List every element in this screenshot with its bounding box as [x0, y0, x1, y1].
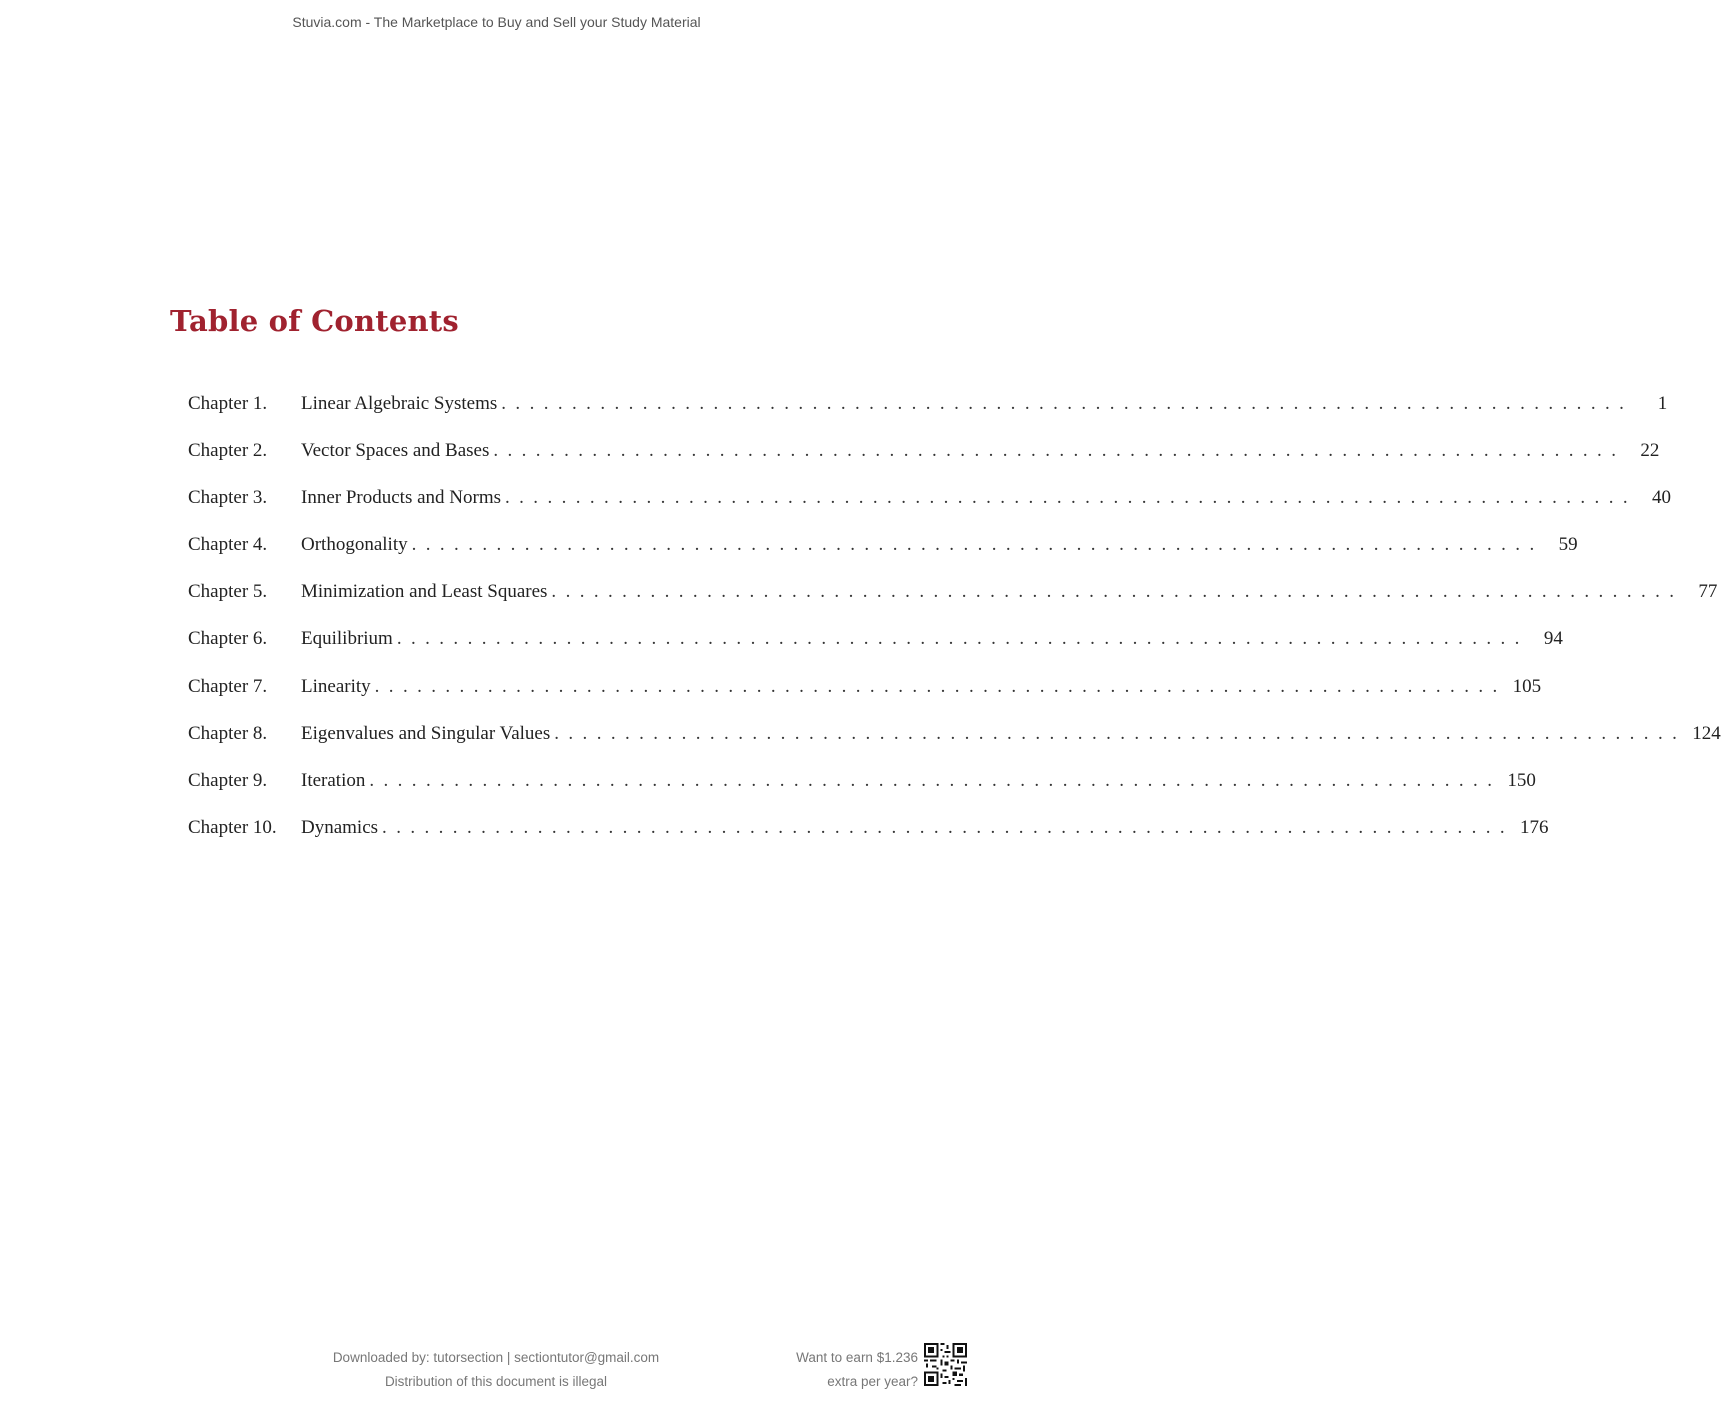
- toc-entry-chapter-6[interactable]: [188, 628, 1563, 675]
- toc-entry-chapter-2[interactable]: [188, 440, 1660, 487]
- earn-promo-line-1: Want to earn $1.236: [796, 1350, 918, 1365]
- stuvia-header-link[interactable]: Stuvia.com - The Marketplace to Buy and Sell your Study Material: [292, 14, 701, 30]
- toc-page-number: 94: [1543, 628, 1563, 650]
- downloaded-by-text: Downloaded by: tutorsection | sectiontutor@gmail.com: [332, 1350, 660, 1365]
- earn-promo-link[interactable]: [796, 1346, 918, 1394]
- toc-page-number: 22: [1640, 440, 1660, 462]
- toc-chapter-number: Chapter 8.: [188, 722, 268, 744]
- toc-page-number: 176: [1520, 816, 1549, 838]
- toc-page-number: 124: [1692, 722, 1721, 744]
- toc-page-number: 105: [1512, 675, 1542, 697]
- toc-leader-dots: ................................................................................: [369, 769, 1502, 791]
- toc-entry-chapter-5[interactable]: [188, 581, 1718, 628]
- toc-list: [188, 393, 1721, 864]
- toc-chapter-name: Eigenvalues and Singular Values: [301, 723, 554, 745]
- toc-leader-dots: ................................................................................: [382, 816, 1515, 838]
- toc-leader-dots: ................................................................................: [493, 440, 1626, 462]
- toc-leader-dots: ................................................................................: [551, 581, 1684, 603]
- distribution-notice: Distribution of this document is illegal: [384, 1374, 608, 1389]
- toc-leader-dots: ................................................................................: [554, 722, 1687, 744]
- toc-entry-chapter-10[interactable]: [188, 816, 1549, 864]
- toc-page-number: 150: [1507, 769, 1536, 791]
- toc-leader-dots: ................................................................................: [411, 534, 1544, 556]
- toc-chapter-number: Chapter 4.: [188, 534, 268, 556]
- toc-entry-chapter-7[interactable]: [188, 675, 1542, 723]
- toc-chapter-number: Chapter 7.: [188, 675, 268, 697]
- toc-leader-dots: ................................................................................: [374, 675, 1507, 697]
- toc-chapter-name: Linear Algebraic Systems: [301, 393, 501, 415]
- qr-code-icon[interactable]: [924, 1343, 967, 1386]
- toc-chapter-number: Chapter 6.: [188, 628, 268, 650]
- download-footer: [290, 1346, 702, 1394]
- toc-page-number: 1: [1657, 393, 1668, 414]
- toc-leader-dots: ................................................................................: [396, 628, 1529, 650]
- toc-chapter-number: Chapter 2.: [188, 440, 268, 462]
- earn-promo-line-2: extra per year?: [827, 1374, 918, 1389]
- toc-chapter-number: Chapter 9.: [188, 769, 268, 791]
- toc-page-number: 77: [1698, 581, 1718, 603]
- toc-chapter-name: Equilibrium: [301, 628, 397, 650]
- toc-leader-dots: ................................................................................: [505, 487, 1637, 509]
- toc-chapter-name: Orthogonality: [301, 534, 412, 556]
- toc-chapter-name: Dynamics: [301, 817, 382, 839]
- toc-entry-chapter-9[interactable]: [188, 769, 1536, 817]
- toc-entry-chapter-4[interactable]: [188, 534, 1578, 581]
- toc-chapter-name: Inner Products and Norms: [301, 487, 505, 509]
- toc-chapter-name: Linearity: [301, 676, 375, 698]
- toc-chapter-name: Iteration: [301, 770, 369, 792]
- toc-chapter-number: Chapter 5.: [188, 581, 268, 603]
- toc-chapter-number: Chapter 3.: [188, 487, 268, 509]
- toc-entry-chapter-8[interactable]: [188, 722, 1721, 770]
- toc-title: Table of Contents: [170, 304, 459, 338]
- toc-chapter-number: Chapter 10.: [188, 816, 277, 838]
- toc-chapter-name: Minimization and Least Squares: [301, 581, 551, 603]
- toc-page-number: 59: [1558, 534, 1578, 556]
- toc-entry-chapter-1[interactable]: [188, 393, 1668, 440]
- toc-chapter-name: Vector Spaces and Bases: [301, 440, 493, 462]
- toc-chapter-number: Chapter 1.: [188, 393, 268, 414]
- toc-leader-dots: ................................................................................: [501, 393, 1634, 414]
- toc-entry-chapter-3[interactable]: [188, 487, 1671, 534]
- toc-page-number: 40: [1652, 487, 1671, 509]
